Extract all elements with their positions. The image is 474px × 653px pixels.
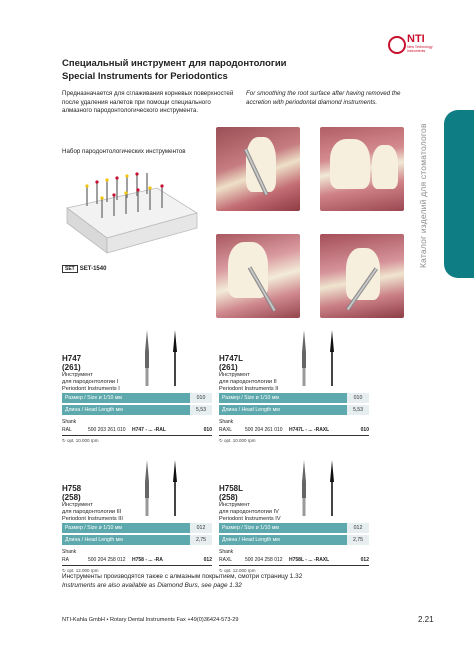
- product-code: H747: [62, 354, 82, 363]
- page-title-en: Special Instruments for Periodontics: [62, 71, 228, 82]
- rpm-note: ↻ opt. 10.000 rpm: [219, 438, 256, 443]
- footnote-en: Instruments are also available as Diamond Burs, see page 1.32: [62, 582, 242, 589]
- set-tag-box: SET: [62, 265, 78, 273]
- shank-label: Shank: [62, 549, 77, 555]
- size-spec-row: Размер / Size ø 1/10 мм 012: [219, 523, 369, 533]
- set-tag: [62, 265, 106, 273]
- footnote-ru: Инструменты производятся также с алмазным покрытием, смотри страницу 1.32: [62, 573, 303, 580]
- order-row: RAL 500 203 261 010 H747 - ... -RAL 010: [62, 427, 212, 436]
- size-spec-row: Размер / Size ø 1/10 мм 010: [219, 393, 369, 403]
- page-number: 2.21: [418, 615, 434, 624]
- rpm-note: ↻ opt. 10.000 rpm: [62, 438, 99, 443]
- clinical-photo-4: [320, 234, 404, 318]
- product-description: Инструмент для пародонтологии I Periodont Instruments I: [62, 372, 120, 392]
- bur-illustration-small: [170, 330, 180, 390]
- length-spec-row: Длина / Head Length мм 5,53: [219, 405, 369, 415]
- catalog-vertical-label: Каталог изделий для стоматологов: [418, 123, 428, 268]
- product-code: H747L: [219, 354, 244, 363]
- product-description: Инструмент для пародонтологии IV Periodont Instruments IV: [219, 502, 281, 522]
- set-tag-code: SET-1540: [79, 266, 107, 272]
- logo-tagline: New Technology Instruments: [407, 45, 433, 53]
- shank-label: Shank: [219, 419, 234, 425]
- order-row: RA 500 204 258 012 H758 - ... -RA 012: [62, 557, 212, 566]
- clinical-photo-3: [216, 234, 300, 318]
- rpm-note: ↻ opt. 12.000 rpm: [219, 568, 256, 573]
- intro-text-ru: Предназначается для сглаживания корневых поверхностей после удаления налетов при помощи специального алмазного пародонтологического инструмента.: [62, 90, 234, 115]
- product-subcode: (258): [219, 493, 238, 502]
- product-subcode: (261): [62, 363, 81, 372]
- product-code: H758: [62, 484, 82, 493]
- order-row: RAXL 500 204 258 012 H758L - ... -RAXL 012: [219, 557, 369, 566]
- length-spec-row: Длина / Head Length мм 2,75: [62, 535, 212, 545]
- product-subcode: (261): [219, 363, 238, 372]
- clinical-photo-2: [320, 127, 404, 211]
- product-description: Инструмент для пародонтологии III Periodont Instruments III: [62, 502, 123, 522]
- page-title-ru: Специальный инструмент для пародонтологии: [62, 58, 287, 69]
- nti-logo-icon: [388, 36, 406, 54]
- bur-illustration-small: [327, 330, 337, 390]
- instrument-set-image: [62, 168, 202, 258]
- footer-company: NTI-Kahla GmbH • Rotary Dental Instruments Fax +49(0)36424-573-29: [62, 617, 239, 623]
- length-spec-row: Длина / Head Length мм 2,75: [219, 535, 369, 545]
- product-subcode: (258): [62, 493, 81, 502]
- set-label: Набор пародонтологических инструментов: [62, 148, 186, 155]
- length-spec-row: Длина / Head Length мм 5,53: [62, 405, 212, 415]
- product-description: Инструмент для пародонтологии II Periodont Instruments II: [219, 372, 279, 392]
- logo-name: NTI: [407, 33, 425, 45]
- section-tab: [444, 110, 474, 278]
- clinical-photo-1: [216, 127, 300, 211]
- product-code: H758L: [219, 484, 244, 493]
- bur-illustration-small: [170, 460, 180, 520]
- size-spec-row: Размер / Size ø 1/10 мм 010: [62, 393, 212, 403]
- shank-label: Shank: [219, 549, 234, 555]
- size-spec-row: Размер / Size ø 1/10 мм 012: [62, 523, 212, 533]
- bur-illustration-small: [327, 460, 337, 520]
- intro-text-en: For smoothing the root surface after having removed the accretion with periodontal diamond instruments.: [246, 90, 401, 106]
- shank-label: Shank: [62, 419, 77, 425]
- order-row: RAXL 500 204 261 010 H747L - ... -RAXL 010: [219, 427, 369, 436]
- rpm-note: ↻ opt. 12.000 rpm: [62, 568, 99, 573]
